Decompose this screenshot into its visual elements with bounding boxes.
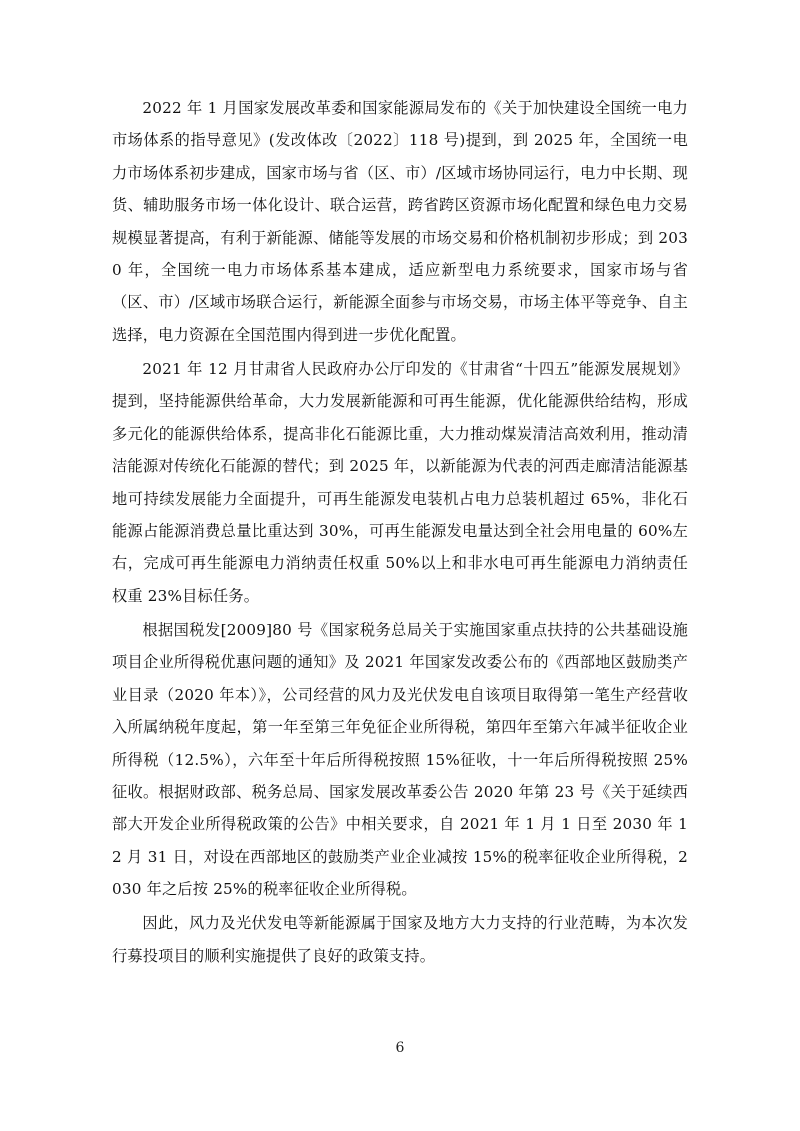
paragraph: 2021 年 12 月甘肃省人民政府办公厅印发的《甘肃省“十四五”能源发展规划》提到，坚持能源供给革命，大力发展新能源和可再生能源，优化能源供给结构，形成多元化的能源供给体系，提高非化石能源比重，大力推动煤炭清洁高效利用，推动清洁能源对传统化石能源的替代；到 2025 年，以新能源为代表的河西走廊清洁能源基地可持续发展能力全面提升，可再生能源发电装机占电力总装机超过 65%，非化石能源占能源消费总量比重达到 30%，可再生能源发电量达到全社会用电量的 60%左右，完成可再生能源电力消纳责任权重 50%以上和非水电可再生能源电力消纳责任权重 23%目标任务。 xyxy=(112,360,688,605)
page-body xyxy=(112,92,688,974)
page-number: 6 xyxy=(395,1040,405,1056)
paragraph: 2022 年 1 月国家发展改革委和国家能源局发布的《关于加快建设全国统一电力市场体系的指导意见》(发改体改〔2022〕118 号)提到，到 2025 年，全国统一电力市场体系初步建成，国家市场与省（区、市）/区域市场协同运行，电力中长期、现货、辅助服务市场一体化设计、联合运营，跨省跨区资源市场化配置和绿色电力交易规模显著提高，有利于新能源、储能等发展的市场交易和价格机制初步形成；到 2030 年，全国统一电力市场体系基本建成，适应新型电力系统要求，国家市场与省（区、市）/区域市场联合运行，新能源全面参与市场交易，市场主体平等竞争、自主选择，电力资源在全国范围内得到进一步优化配置。 xyxy=(112,99,688,344)
paragraph: 根据国税发[2009]80 号《国家税务总局关于实施国家重点扶持的公共基础设施项目企业所得税优惠问题的通知》及 2021 年国家发改委公布的《西部地区鼓励类产业目录（2020 年本）》，公司经营的风力及光伏发电自该项目取得第一笔生产经营收入所属纳税年度起，第一年至第三年免征企业所得税，第四年至第六年减半征收企业所得税（12.5%），六年至十年后所得税按照 15%征收，十一年后所得税按照 25%征收。根据财政部、税务总局、国家发展改革委公告 2020 年第 23 号《关于延续西部大开发企业所得税政策的公告》中相关要求，自 2021 年 1 月 1 日至 2030 年 12 月 31 日，对设在西部地区的鼓励类产业企业减按 15%的税率征收企业所得税，2030 年之后按 25%的税率征收企业所得税。 xyxy=(112,621,688,898)
paragraph: 因此，风力及光伏发电等新能源属于国家及地方大力支持的行业范畴，为本次发行募投项目的顺利实施提供了良好的政策支持。 xyxy=(112,914,688,965)
